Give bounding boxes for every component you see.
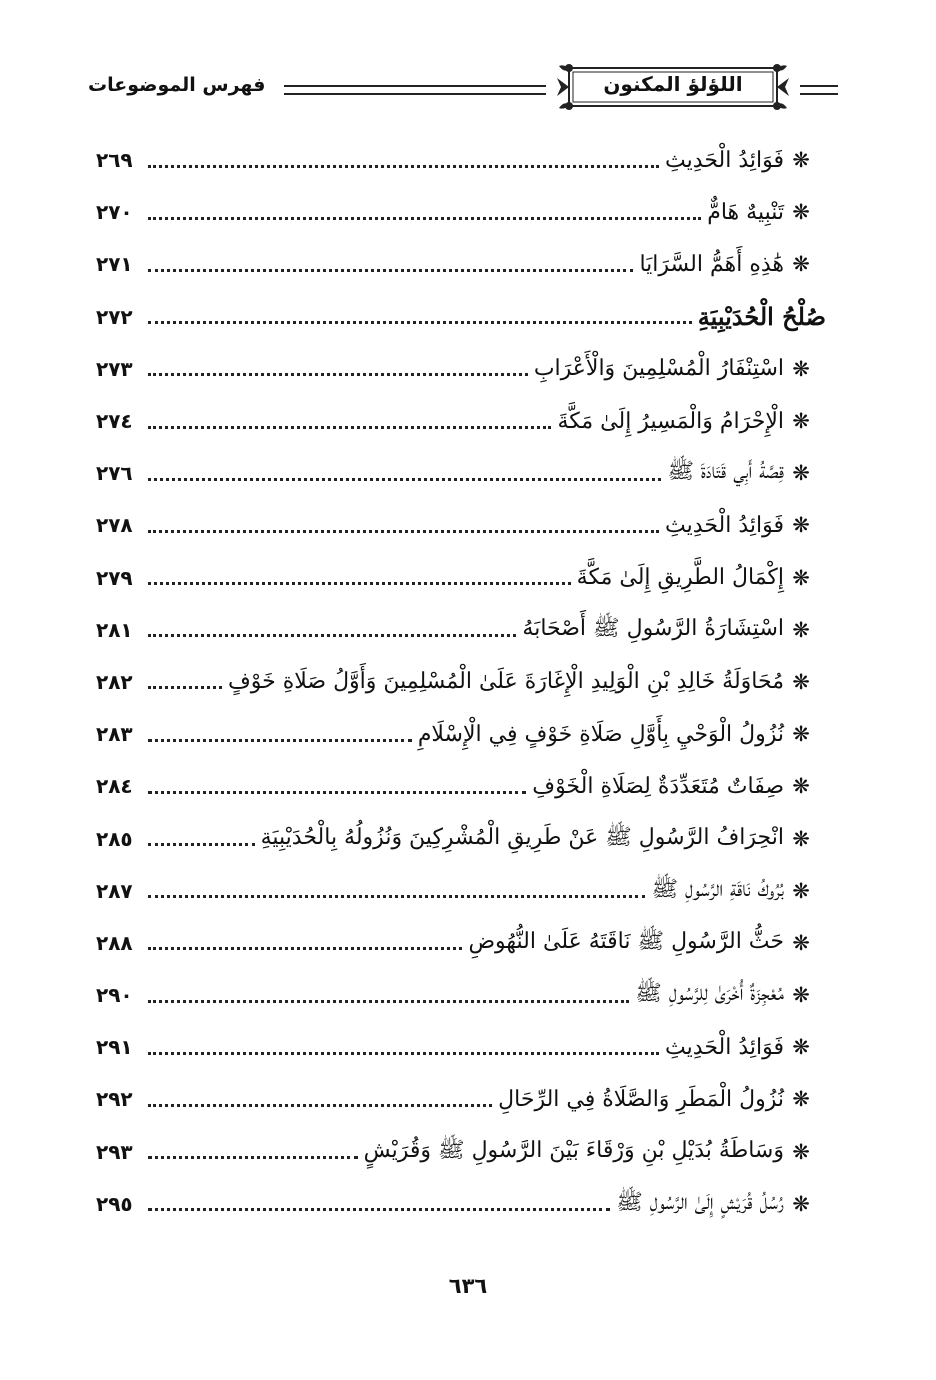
toc-entry-title: اسْتِشَارَةُ الرَّسُولِ ﷺ أَصْحَابَهُ <box>522 615 784 641</box>
toc-entry-title: بُرُوكُ نَاقَةِ الرَّسُولِ ﷺ <box>651 876 784 902</box>
toc-entry-title: هَٰذِهِ أَهَمُّ السَّرَايَا <box>639 251 784 277</box>
toc-entry-row <box>96 395 812 447</box>
toc-entry-title: حَثُّ الرَّسُولِ ﷺ نَاقَتَهُ عَلَىٰ النُّهُوضِ <box>468 928 784 954</box>
toc-page-number: ٢٧٢ <box>96 304 133 329</box>
asterisk-bullet-icon: ❋ <box>792 409 810 434</box>
toc-entry-title: فَوَائِدُ الْحَدِيثِ <box>665 512 784 538</box>
toc-page-number: ٢٧٤ <box>96 409 133 434</box>
asterisk-bullet-icon: ❋ <box>792 356 810 381</box>
table-of-contents <box>96 134 826 1230</box>
toc-page-number: ٢٩٥ <box>96 1191 133 1216</box>
page-number: ٦٣٦ <box>448 1274 488 1298</box>
toc-entry-title: تَنْبِيهٌ هَامٌّ <box>707 199 784 225</box>
toc-entry-row <box>96 812 812 864</box>
asterisk-bullet-icon: ❋ <box>792 565 810 590</box>
toc-entry-row <box>96 760 812 812</box>
toc-entry-row <box>96 1073 812 1125</box>
asterisk-bullet-icon: ❋ <box>792 200 810 225</box>
dot-leader <box>148 947 462 950</box>
dot-leader <box>148 739 412 742</box>
toc-page-number: ٢٧٣ <box>96 356 133 381</box>
toc-entry-row <box>96 1126 812 1178</box>
toc-page-number: ٢٨١ <box>96 617 133 642</box>
toc-entry-row <box>96 969 812 1021</box>
toc-entry-row <box>96 499 812 551</box>
dot-leader <box>148 269 633 272</box>
dot-leader <box>148 478 661 481</box>
toc-entry-row <box>96 917 812 969</box>
toc-page-number: ٢٨٤ <box>96 774 133 799</box>
toc-page-number: ٢٦٩ <box>96 148 133 173</box>
dot-leader <box>148 530 659 533</box>
running-header <box>88 58 838 120</box>
toc-entry-row <box>96 186 812 238</box>
toc-entry-title: رُسُلُ قُرَيْشٍ إِلَىٰ الرَّسُولِ ﷺ <box>616 1189 784 1215</box>
asterisk-bullet-icon: ❋ <box>792 617 810 642</box>
toc-entry-title: اسْتِنْفَارُ الْمُسْلِمِينَ وَالْأَعْرَابِ <box>533 356 784 382</box>
dot-leader <box>148 1052 659 1055</box>
dot-leader <box>148 321 692 324</box>
book-title: اللؤلؤ المكنون <box>603 72 743 96</box>
header-double-rule-middle <box>284 85 546 95</box>
asterisk-bullet-icon: ❋ <box>792 513 810 538</box>
dot-leader <box>148 1000 629 1003</box>
toc-entry-row <box>96 552 812 604</box>
toc-page-number: ٢٧٠ <box>96 200 133 225</box>
dot-leader <box>148 1156 358 1159</box>
toc-entry-row <box>96 1021 812 1073</box>
asterisk-bullet-icon: ❋ <box>792 983 810 1008</box>
toc-entry-title: نُزُولُ الْمَطَرِ وَالصَّلَاةُ فِي الرِّحَالِ <box>498 1086 784 1112</box>
toc-page-number: ٢٧٨ <box>96 513 133 538</box>
asterisk-bullet-icon: ❋ <box>792 930 810 955</box>
dot-leader <box>148 373 528 376</box>
section-title: فهرس الموضوعات <box>88 74 266 96</box>
toc-entry-row <box>96 1178 812 1230</box>
dot-leader <box>148 1208 610 1211</box>
asterisk-bullet-icon: ❋ <box>792 461 810 486</box>
toc-entry-row <box>96 865 812 917</box>
toc-page-number: ٢٧٩ <box>96 565 133 590</box>
toc-entry-row <box>96 238 812 290</box>
toc-entry-row <box>96 656 812 708</box>
toc-entry-title: انْحِرَافُ الرَّسُولِ ﷺ عَنْ طَرِيقِ الْمُشْرِكِينَ وَنُزُولُهُ بِالْحُدَيْبِيَةِ <box>260 824 784 850</box>
dot-leader <box>148 895 645 898</box>
dot-leader <box>148 634 516 637</box>
toc-entry-title: نُزُولُ الْوَحْيِ بِأَوَّلِ صَلَاةِ خَوْفٍ فِي الْإِسْلَامِ <box>417 721 784 747</box>
asterisk-bullet-icon: ❋ <box>792 1087 810 1112</box>
toc-entry-row <box>96 708 812 760</box>
toc-entry-title: صِفَاتٌ مُتَعَدِّدَةٌ لِصَلَاةِ الْخَوْفِ <box>532 773 784 799</box>
toc-entry-title: قِصَّةُ أَبِي قَتَادَةَ ﷺ <box>667 459 784 485</box>
toc-page-number: ٢٩٠ <box>96 983 133 1008</box>
dot-leader <box>148 217 701 220</box>
asterisk-bullet-icon: ❋ <box>792 252 810 277</box>
toc-page-number: ٢٨٨ <box>96 930 133 955</box>
dot-leader <box>148 843 255 846</box>
book-title-ornament-frame <box>553 64 793 110</box>
asterisk-bullet-icon: ❋ <box>792 1139 810 1164</box>
toc-page-number: ٢٩٢ <box>96 1087 133 1112</box>
toc-entry-title: إِكْمَالُ الطَّرِيقِ إِلَىٰ مَكَّةَ <box>576 565 784 591</box>
toc-entry-title: فَوَائِدُ الْحَدِيثِ <box>665 147 784 173</box>
toc-entry-row <box>96 343 812 395</box>
toc-entry-title: صُلْحُ الْحُدَيْبِيَةِ <box>697 302 826 332</box>
header-double-rule-right <box>800 85 838 95</box>
toc-entry-row <box>96 134 812 186</box>
toc-entry-row <box>96 447 812 499</box>
asterisk-bullet-icon: ❋ <box>792 722 810 747</box>
asterisk-bullet-icon: ❋ <box>792 148 810 173</box>
dot-leader <box>148 1104 492 1107</box>
toc-entry-title: الْإِحْرَامُ وَالْمَسِيرُ إِلَىٰ مَكَّةَ <box>557 408 784 434</box>
asterisk-bullet-icon: ❋ <box>792 878 810 903</box>
asterisk-bullet-icon: ❋ <box>792 1191 810 1216</box>
asterisk-bullet-icon: ❋ <box>792 669 810 694</box>
toc-entry-title: مُعْجِزَةٌ أُخْرَىٰ لِلرَّسُولِ ﷺ <box>635 981 784 1007</box>
toc-page-number: ٢٧١ <box>96 252 133 277</box>
toc-chapter-row <box>96 291 826 343</box>
toc-entry-row <box>96 604 812 656</box>
toc-page-number: ٢٨٧ <box>96 878 133 903</box>
dot-leader <box>148 686 222 689</box>
toc-page-number: ٢٨٢ <box>96 669 133 694</box>
dot-leader <box>148 426 551 429</box>
toc-page-number: ٢٨٣ <box>96 722 133 747</box>
toc-entry-title: وَسَاطَةُ بُدَيْلِ بْنِ وَرْقَاءَ بَيْنَ الرَّسُولِ ﷺ وَقُرَيْشٍ <box>363 1137 784 1163</box>
dot-leader <box>148 165 659 168</box>
dot-leader <box>148 582 571 585</box>
dot-leader <box>148 791 526 794</box>
asterisk-bullet-icon: ❋ <box>792 826 810 851</box>
toc-page-number: ٢٩١ <box>96 1035 133 1060</box>
toc-page-number: ٢٧٦ <box>96 461 133 486</box>
asterisk-bullet-icon: ❋ <box>792 774 810 799</box>
toc-entry-title: فَوَائِدُ الْحَدِيثِ <box>665 1034 784 1060</box>
asterisk-bullet-icon: ❋ <box>792 1035 810 1060</box>
toc-page-number: ٢٨٥ <box>96 826 133 851</box>
toc-page-number: ٢٩٣ <box>96 1139 133 1164</box>
toc-entry-title: مُحَاوَلَةُ خَالِدِ بْنِ الْوَلِيدِ الْإِغَارَةَ عَلَىٰ الْمُسْلِمِينَ وَأَوَّلُ صَلَاةِ خَوْفٍ <box>227 669 784 695</box>
